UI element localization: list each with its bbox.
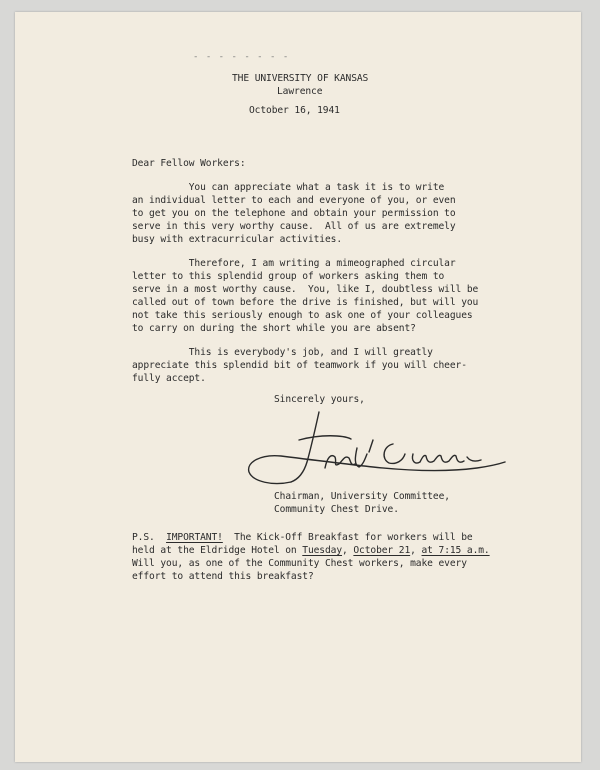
salutation: Dear Fellow Workers:: [132, 158, 246, 169]
paragraph-line: Therefore, I am writing a mimeographed circular: [132, 258, 456, 269]
paragraph-line: This is everybody's job, and I will greatly: [132, 347, 433, 358]
paragraph-line: to get you on the telephone and obtain your permission to: [132, 208, 456, 219]
handwritten-signature: [241, 404, 511, 504]
letter-page: [15, 12, 581, 762]
paragraph-line: fully accept.: [132, 373, 206, 384]
ps-sep-1: ,: [342, 545, 354, 556]
postscript-line-2: [132, 544, 490, 558]
closing: Sincerely yours,: [274, 394, 365, 405]
letterhead-dash-marks: - - - - - - - -: [193, 52, 290, 62]
paragraph-line: called out of town before the drive is finished, but will you: [132, 297, 479, 308]
paragraph-line: letter to this splendid group of workers asking them to: [132, 271, 445, 282]
paragraph-line: not take this seriously enough to ask one of your colleagues: [132, 310, 473, 321]
letterhead-city: Lawrence: [277, 86, 323, 97]
letterhead-institution: THE UNIVERSITY OF KANSAS: [232, 73, 369, 84]
paragraph-line: an individual letter to each and everyone of you, or even: [132, 195, 456, 206]
paragraph-line: busy with extracurricular activities.: [132, 234, 343, 245]
signer-title: Chairman, University Committee,: [274, 491, 450, 502]
ps-day: Tuesday: [302, 545, 343, 556]
signer-organization: Community Chest Drive.: [274, 504, 399, 515]
ps-line2-prefix: held at the Eldridge Hotel on: [132, 545, 303, 556]
paragraph-line: appreciate this splendid bit of teamwork if you will cheer-: [132, 360, 467, 371]
paragraph-line: serve in this very worthy cause. All of us are extremely: [132, 221, 456, 232]
paragraph-line: You can appreciate what a task it is to write: [132, 182, 445, 193]
letter-date: October 16, 1941: [249, 105, 340, 116]
postscript-line-4: effort to attend this breakfast?: [132, 571, 314, 582]
ps-time: at 7:15 a.m.: [421, 545, 490, 556]
paragraph-line: to carry on during the short while you are absent?: [132, 323, 416, 334]
ps-important: IMPORTANT!: [166, 532, 223, 543]
postscript-line-3: Will you, as one of the Community Chest workers, make every: [132, 558, 467, 569]
postscript-line-1: [132, 531, 473, 545]
ps-line1-rest: The Kick-Off Breakfast for workers will be: [222, 532, 473, 543]
paragraph-line: serve in a most worthy cause. You, like I, doubtless will be: [132, 284, 479, 295]
ps-label: P.S.: [132, 532, 167, 543]
ps-date: October 21: [353, 545, 411, 556]
ps-sep-2: ,: [410, 545, 422, 556]
